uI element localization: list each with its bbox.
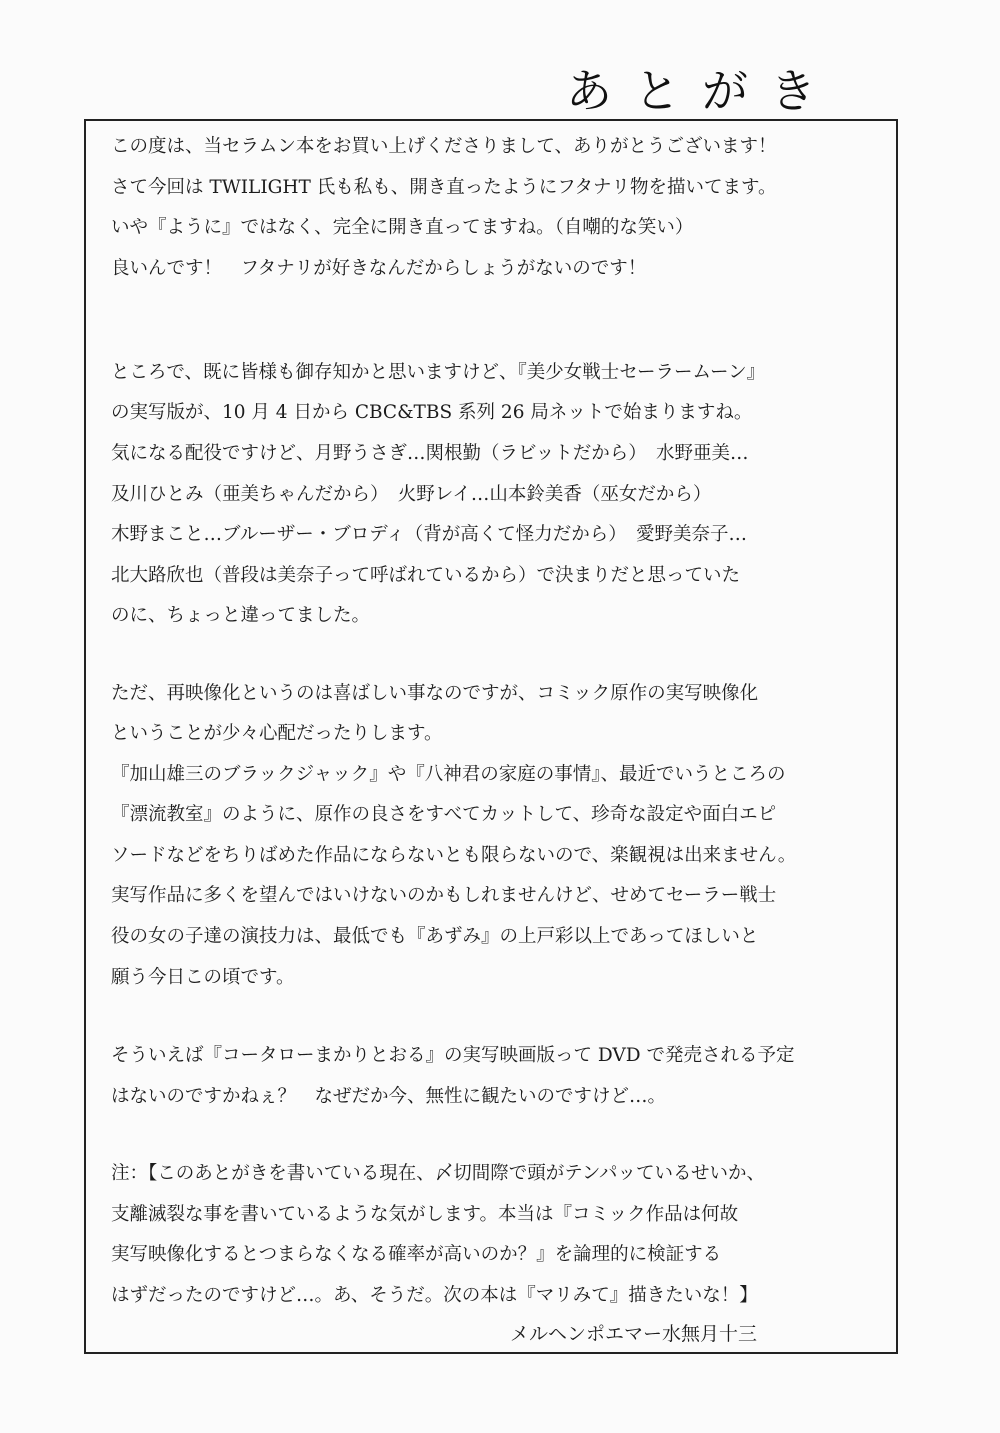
text-line: 木野まこと…ブルーザー・ブロディ（背が高くて怪力だから） 愛野美奈子… [111,524,748,545]
text-line: ということが少々心配だったりします。 [111,723,443,744]
text-line: 北大路欣也（普段は美奈子って呼ばれているから）で決まりだと思っていた [111,565,741,586]
text-line: そういえば『コータローまかりとおる』の実写映画版って DVD で発売される予定 [111,1045,795,1066]
text-line: 気になる配役ですけど、月野うさぎ…関根勤（ラビットだから） 水野亜美… [111,443,749,464]
note-line: 支離滅裂な事を書いているような気がします。本当は『コミック作品は何故 [111,1204,739,1225]
text-line: 『漂流教室』のように、原作の良さをすべてカットして、珍奇な設定や面白エピ [111,804,777,825]
text-line: の実写版が、10 月 4 日から CBC&TBS 系列 26 局ネットで始まりますね。 [111,402,753,423]
text-line: ソードなどをちりばめた作品にならないとも限らないので、楽観視は出来ません。 [111,845,797,866]
text-line: ところで、既に皆様も御存知かと思いますけど、『美少女戦士セーラームーン』 [111,362,766,383]
author-signature: メルヘンポエマー水無月十三 [510,1323,758,1345]
text-line: はないのですかねぇ？ なぜだか今、無性に観たいのですけど…。 [111,1086,667,1107]
text-line: いや『ように』ではなく、完全に開き直ってますね。（自嘲的な笑い） [111,217,694,238]
text-line: 実写作品に多くを望んではいけないのかもしれませんけど、せめてセーラー戦士 [111,885,777,906]
note-line: はずだったのですけど…。あ、そうだ。次の本は『マリみて』描きたいな！】 [111,1285,758,1306]
text-line: 『加山雄三のブラックジャック』や『八神君の家庭の事情』、最近でいうところの [111,764,786,785]
text-line: 願う今日この頃です。 [111,967,295,988]
text-line: この度は、当セラムン本をお買い上げくださりまして、ありがとうございます！ [111,136,777,157]
text-line: 良いんです！ フタナリが好きなんだからしょうがないのです！ [111,258,647,279]
text-line: 及川ひとみ（亜美ちゃんだから） 火野レイ…山本鈴美香（巫女だから） [111,484,712,505]
note-line: 注：【このあとがきを書いている現在、〆切間際で頭がテンパッているせいか、 [111,1163,765,1184]
text-line: ただ、再映像化というのは喜ばしい事なのですが、コミック原作の実写映像化 [111,683,759,704]
text-line: 役の女の子達の演技力は、最低でも『あずみ』の上戸彩以上であってほしいと [111,926,759,947]
page-title: あとがき [566,64,838,118]
text-line: のに、ちょっと違ってました。 [111,605,371,626]
note-line: 実写映像化するとつまらなくなる確率が高いのか？』を論理的に検証する [111,1244,722,1265]
text-line: さて今回は TWILIGHT 氏も私も、開き直ったようにフタナリ物を描いてます。 [111,177,777,198]
